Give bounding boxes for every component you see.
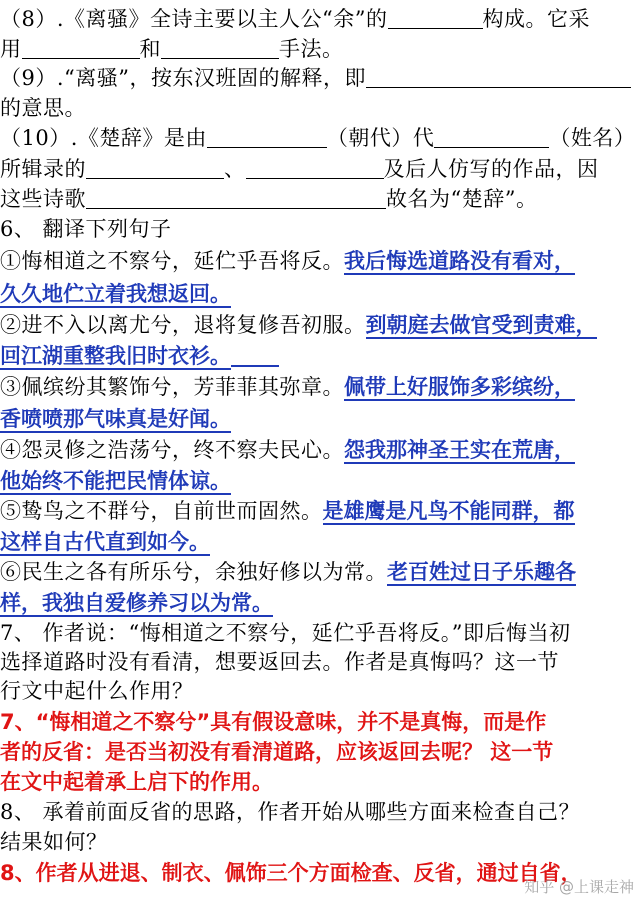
- q8b-answer-line-1: 8、作者从进退、制衣、佩饰三个方面检查、反省，通过自省，: [0, 861, 582, 885]
- q10-text: 、: [224, 157, 246, 181]
- q10-text: （10）.《楚辞》是由: [0, 126, 207, 150]
- answer-blank: [86, 156, 224, 179]
- source-sentence: ⑤鸷鸟之不群兮，自前世而固然。: [0, 499, 323, 523]
- q8-text: （8）.《离骚》全诗主要以主人公“余”的: [0, 7, 388, 31]
- q10-text: （姓名）: [549, 126, 636, 150]
- q8b-line-1: 8、 承着前面反省的思路，作者开始从哪些方面来检查自己？: [0, 800, 581, 824]
- answer-blank: [388, 6, 483, 29]
- translation-answer: 怨我那神圣王实在荒唐，: [344, 438, 575, 462]
- q10-text: 故名为“楚辞”。: [386, 187, 538, 211]
- q10-text: 及后人仿写的作品，因: [383, 157, 599, 181]
- q7-line-2: 选择道路时没有看清，想要返回去。作者是真悔吗？这一节: [0, 650, 559, 674]
- translation-item-6-cont: [0, 588, 640, 618]
- answer-underline: [231, 343, 279, 367]
- q7-line-3: 行文中起什么作用？: [0, 679, 194, 703]
- translation-answer: 这样自古代直到如今。: [0, 530, 210, 554]
- q9-line-1: [0, 63, 640, 93]
- q8b-line-2: 结果如何？: [0, 830, 108, 854]
- q10-line-3: [0, 184, 640, 214]
- q9-line-2: [0, 93, 640, 123]
- q8-text: 用: [0, 37, 22, 61]
- source-sentence: ③佩缤纷其繁饰兮，芳菲菲其弥章。: [0, 375, 344, 399]
- q9-text: 的意思。: [0, 96, 86, 120]
- translation-item-5: [0, 496, 640, 526]
- translation-answer: 香喷喷那气味真是好闻。: [0, 407, 231, 431]
- translation-answer: 到朝庭去做官受到责难，: [365, 313, 597, 337]
- q9-text: （9）.“离骚”，按东汉班固的解释，即: [0, 66, 367, 90]
- answer-blank: [246, 156, 384, 179]
- translation-answer: 我后悔选道路没有看对，: [344, 249, 575, 273]
- q10-line-1: [0, 123, 640, 153]
- answer-blank: [86, 186, 386, 209]
- q8-line-1: [0, 4, 640, 34]
- translation-answer: 佩带上好服饰多彩缤纷，: [344, 375, 575, 399]
- q7-line-1: 7、 作者说：“悔相道之不察兮，延伫乎吾将反。”即后悔当初: [0, 621, 571, 645]
- watermark: 知乎 @上课走神: [524, 878, 634, 896]
- source-sentence: ①悔相道之不察兮，延伫乎吾将反。: [0, 249, 344, 273]
- translation-answer: 他始终不能把民情体谅。: [0, 469, 231, 493]
- q7-answer-line-3: 在文中起着承上启下的作用。: [0, 770, 273, 794]
- translation-item-4-cont: [0, 466, 640, 496]
- q10-text: （朝代）代: [326, 126, 435, 150]
- translation-item-4: [0, 435, 640, 465]
- q7-answer-line-1: 7、“悔相道之不察兮”具有假设意味，并不是真悔，而是作: [0, 710, 547, 734]
- translation-item-1: [0, 246, 640, 276]
- translation-answer: 久久地伫立着我想返回。: [0, 282, 231, 306]
- translation-item-3: [0, 372, 640, 402]
- q10-text: 所辑录的: [0, 157, 86, 181]
- answer-blank: [22, 36, 140, 59]
- translation-item-5-cont: [0, 527, 640, 557]
- translation-item-3-cont: [0, 404, 640, 434]
- q8-line-2: [0, 34, 640, 64]
- source-sentence: ④怨灵修之浩荡兮，终不察夫民心。: [0, 438, 344, 462]
- translation-answer: 回江湖重整我旧时衣衫。: [0, 344, 231, 368]
- translation-answer: 是雄鹰是凡鸟不能同群，都: [322, 499, 575, 523]
- q10-text: 这些诗歌: [0, 187, 86, 211]
- answer-blank: [207, 125, 327, 148]
- translation-item-2-cont: [0, 341, 640, 371]
- answer-blank: [434, 125, 549, 148]
- translation-item-6: [0, 557, 640, 587]
- source-sentence: ②进不入以离尤兮，退将复修吾初服。: [0, 313, 366, 337]
- q8-text: 和: [139, 37, 161, 61]
- q10-line-2: [0, 154, 640, 184]
- q8-text: 手法。: [279, 37, 344, 61]
- answer-blank: [161, 36, 279, 59]
- q7-answer-line-2: 者的反省：是否当初没有看清道路，应该返回去呢？ 这一节: [0, 740, 554, 764]
- q8-text: 构成。它采: [482, 7, 591, 31]
- source-sentence: ⑥民生之各有所乐兮，余独好修以为常。: [0, 560, 387, 584]
- translation-item-1-cont: [0, 279, 640, 309]
- translation-item-2: [0, 310, 640, 340]
- section-6-heading: 6、 翻译下列句子: [0, 217, 172, 241]
- translation-answer: 老百姓过日子乐趣各: [387, 560, 576, 584]
- answer-blank: [366, 65, 631, 88]
- translation-answer: 样，我独自爱修养习以为常。: [0, 591, 273, 615]
